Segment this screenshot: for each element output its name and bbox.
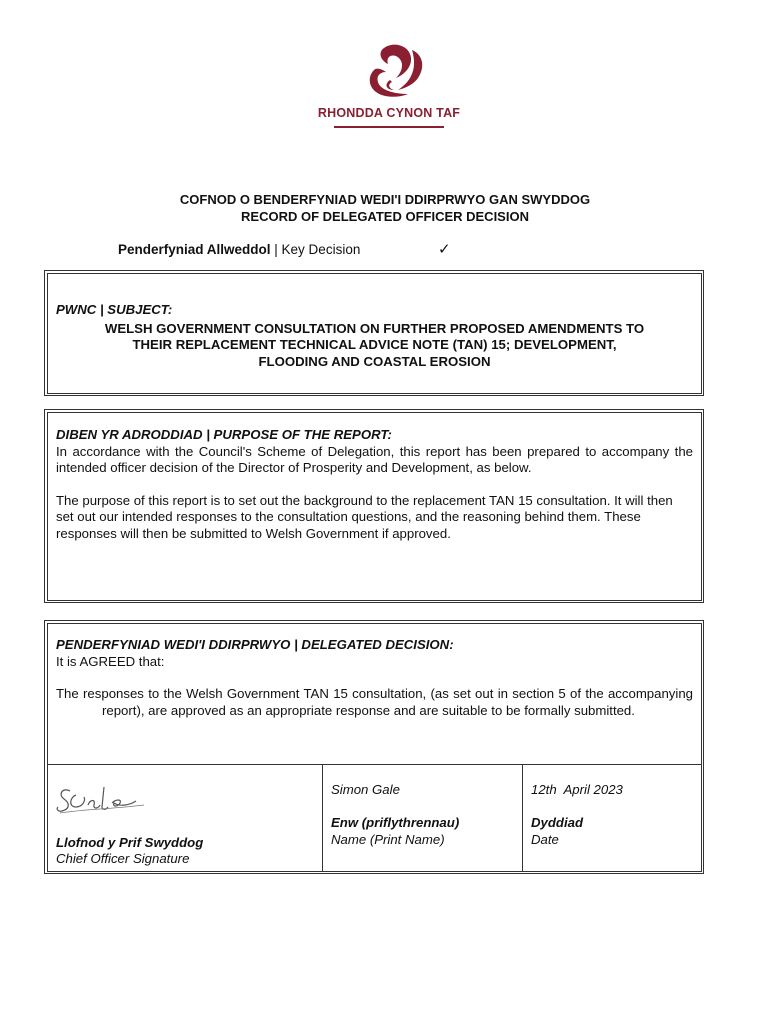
name-cell [323, 765, 523, 871]
logo-text: RHONDDA CYNON TAF [317, 106, 461, 120]
subject-label: PWNC | SUBJECT: [56, 302, 173, 317]
decision-text: The responses to the Welsh Government TAN 15 consultation, (as set out in section 5 of the accompanying report), are approved as an appropriate response and are suitable to be formally submitted. [56, 686, 693, 718]
council-logo [314, 40, 464, 140]
key-decision-line [118, 242, 360, 257]
officer-name: Simon Gale [331, 782, 400, 797]
key-decision-separator: | [270, 242, 282, 257]
decision-agreed: It is AGREED that: [56, 653, 165, 669]
key-decision-welsh: Penderfyniad Allweddol [118, 242, 271, 257]
key-decision-english: Key Decision [281, 242, 361, 257]
date-label-english: Date [531, 832, 559, 847]
page-title-english: RECORD OF DELEGATED OFFICER DECISION [241, 209, 529, 224]
name-label-welsh: Enw (priflythrennau) [331, 815, 460, 830]
name-label-english: Name (Print Name) [331, 832, 445, 847]
decision-label: PENDERFYNIAD WEDI'I DDIRPRWYO | DELEGATED DECISION: [56, 637, 454, 652]
purpose-box [44, 409, 704, 603]
subject-line-1: WELSH GOVERNMENT CONSULTATION ON FURTHER PROPOSED AMENDMENTS TO [104, 320, 645, 336]
dragon-logo-icon [314, 40, 464, 106]
subject-line-3: FLOODING AND COASTAL EROSION [258, 353, 491, 369]
purpose-paragraph-1: In accordance with the Council's Scheme of Delegation, this report has been prepared to accompany the intended officer decision of the Director of Prosperity and Development, as below. [56, 443, 693, 475]
subject-box [44, 270, 704, 396]
date-label-welsh: Dyddiad [531, 815, 584, 830]
page-title-welsh: COFNOD O BENDERFYNIAD WEDI'I DDIRPRWYO GAN SWYDDOG [179, 192, 591, 207]
decision-date: 12th April 2023 [531, 782, 623, 797]
logo-divider [334, 126, 444, 128]
decision-box [44, 620, 704, 874]
signature-label-english: Chief Officer Signature [56, 851, 190, 866]
signature-label-welsh: Llofnod y Prif Swyddog [56, 835, 204, 850]
signature-row [48, 764, 701, 871]
purpose-paragraph-2: The purpose of this report is to set out the background to the replacement TAN 15 consultation. It will then set out our intended responses to the consultation questions, and the reasoning behind them. These responses will then be submitted to Welsh Government if approved. [56, 492, 673, 541]
check-icon: ✓ [438, 241, 451, 258]
handwritten-signature [54, 779, 154, 819]
subject-line-2: THEIR REPLACEMENT TECHNICAL ADVICE NOTE (TAN) 15; DEVELOPMENT, [132, 337, 617, 352]
purpose-label: DIBEN YR ADRODDIAD | PURPOSE OF THE REPORT: [56, 427, 392, 442]
date-cell [523, 765, 706, 871]
signature-cell [48, 765, 323, 871]
